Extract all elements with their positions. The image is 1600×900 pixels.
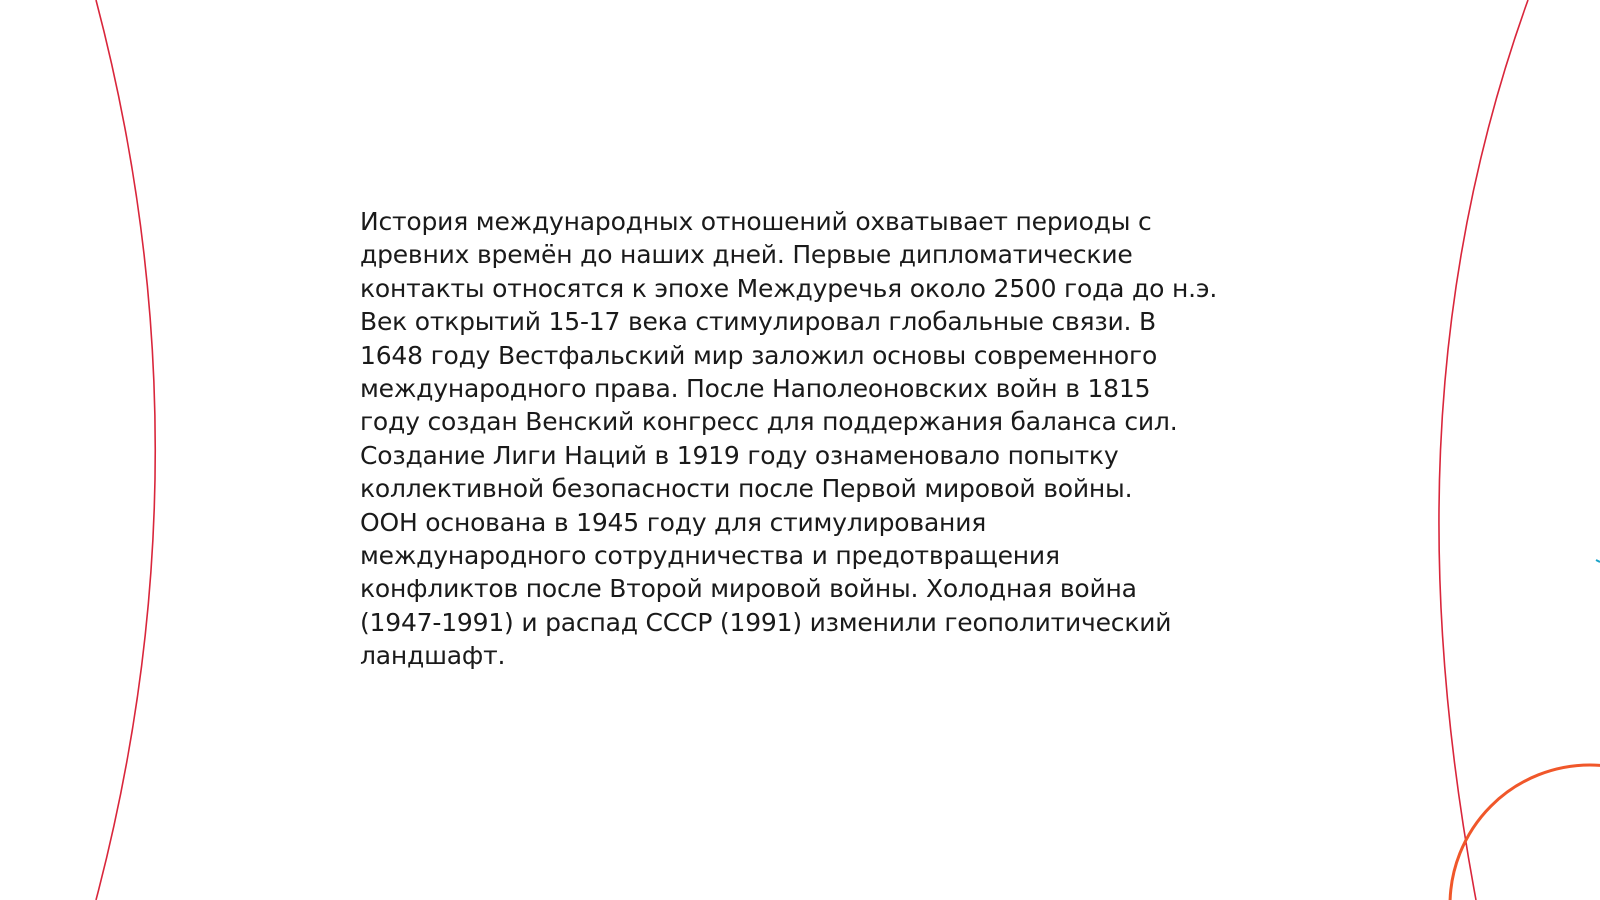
paragraph-line: международного сотрудничества и предотвращения bbox=[360, 541, 1060, 571]
paragraph-line: конфликтов после Второй мировой войны. Холодная война bbox=[360, 574, 1137, 604]
paragraph-line: контакты относятся к эпохе Междуречья около 2500 года до н.э. bbox=[360, 273, 1218, 303]
body-paragraph bbox=[360, 205, 1260, 673]
paragraph-line: (1947-1991) и распад СССР (1991) изменили геополитический bbox=[360, 607, 1172, 637]
paragraph-line: История международных отношений охватывает периоды с bbox=[360, 207, 1152, 236]
paragraph-line: древних времён до наших дней. Первые дипломатические bbox=[360, 240, 1133, 270]
right-curve-line bbox=[1439, 0, 1528, 900]
paragraph-line: году создан Венский конгресс для поддержания баланса сил. bbox=[360, 407, 1178, 437]
paragraph-line: коллективной безопасности после Первой мировой войны. bbox=[360, 474, 1133, 504]
paragraph-line: 1648 году Вестфальский мир заложил основы современного bbox=[360, 340, 1158, 370]
paragraph-line: ландшафт. bbox=[360, 641, 506, 671]
teal-accent-mark bbox=[1596, 560, 1600, 562]
paragraph-line: Создание Лиги Наций в 1919 году ознаменовало попытку bbox=[360, 440, 1119, 470]
paragraph-line: Век открытий 15-17 века стимулировал глобальные связи. В bbox=[360, 307, 1156, 337]
paragraph-line: ООН основана в 1945 году для стимулирования bbox=[360, 507, 987, 537]
paragraph-line: международного права. После Наполеоновских войн в 1815 bbox=[360, 374, 1151, 404]
left-curve-line bbox=[96, 0, 155, 900]
